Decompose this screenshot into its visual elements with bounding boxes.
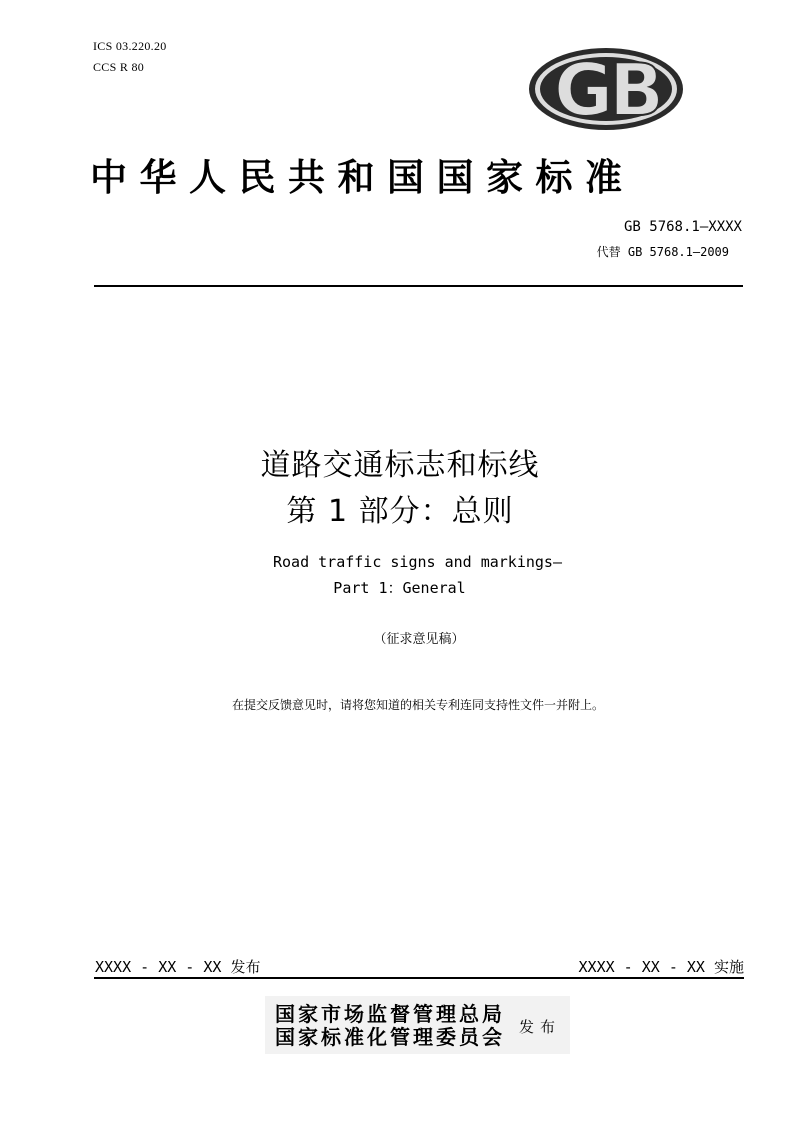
issuer-samr: 国家市场监督管理总局 xyxy=(275,1002,505,1026)
issue-date: XXXX - XX - XX 发布 xyxy=(95,958,261,976)
document-title-en: Road traffic signs and markings— xyxy=(273,553,562,571)
document-subtitle-en: Part 1：General xyxy=(333,579,466,597)
patent-notice: 在提交反馈意见时，请将您知道的相关专利连同支持性文件一并附上。 xyxy=(231,698,604,712)
gb-logo-text: GB xyxy=(554,48,660,132)
document-title-cn: 道路交通标志和标线 xyxy=(260,448,540,483)
national-standard-title: 中华人民共和国国家标准 xyxy=(90,155,635,199)
ccs-code: CCS R 80 xyxy=(93,60,145,74)
issuing-authorities xyxy=(265,996,570,1054)
issuer-sac: 国家标准化管理委员会 xyxy=(275,1025,505,1049)
draft-status: （征求意见稿） xyxy=(373,632,465,647)
footer-divider xyxy=(94,977,744,979)
header-divider xyxy=(94,285,743,287)
replaces-standard: 代替 GB 5768.1—2009 xyxy=(596,245,729,259)
implementation-date: XXXX - XX - XX 实施 xyxy=(578,958,744,976)
document-subtitle-cn: 第 1 部分：总则 xyxy=(286,494,514,529)
standard-number: GB 5768.1—XXXX xyxy=(623,219,742,235)
gb-logo xyxy=(527,46,685,132)
ics-code: ICS 03.220.20 xyxy=(93,39,167,53)
issued-by-label: 发布 xyxy=(519,1018,562,1036)
